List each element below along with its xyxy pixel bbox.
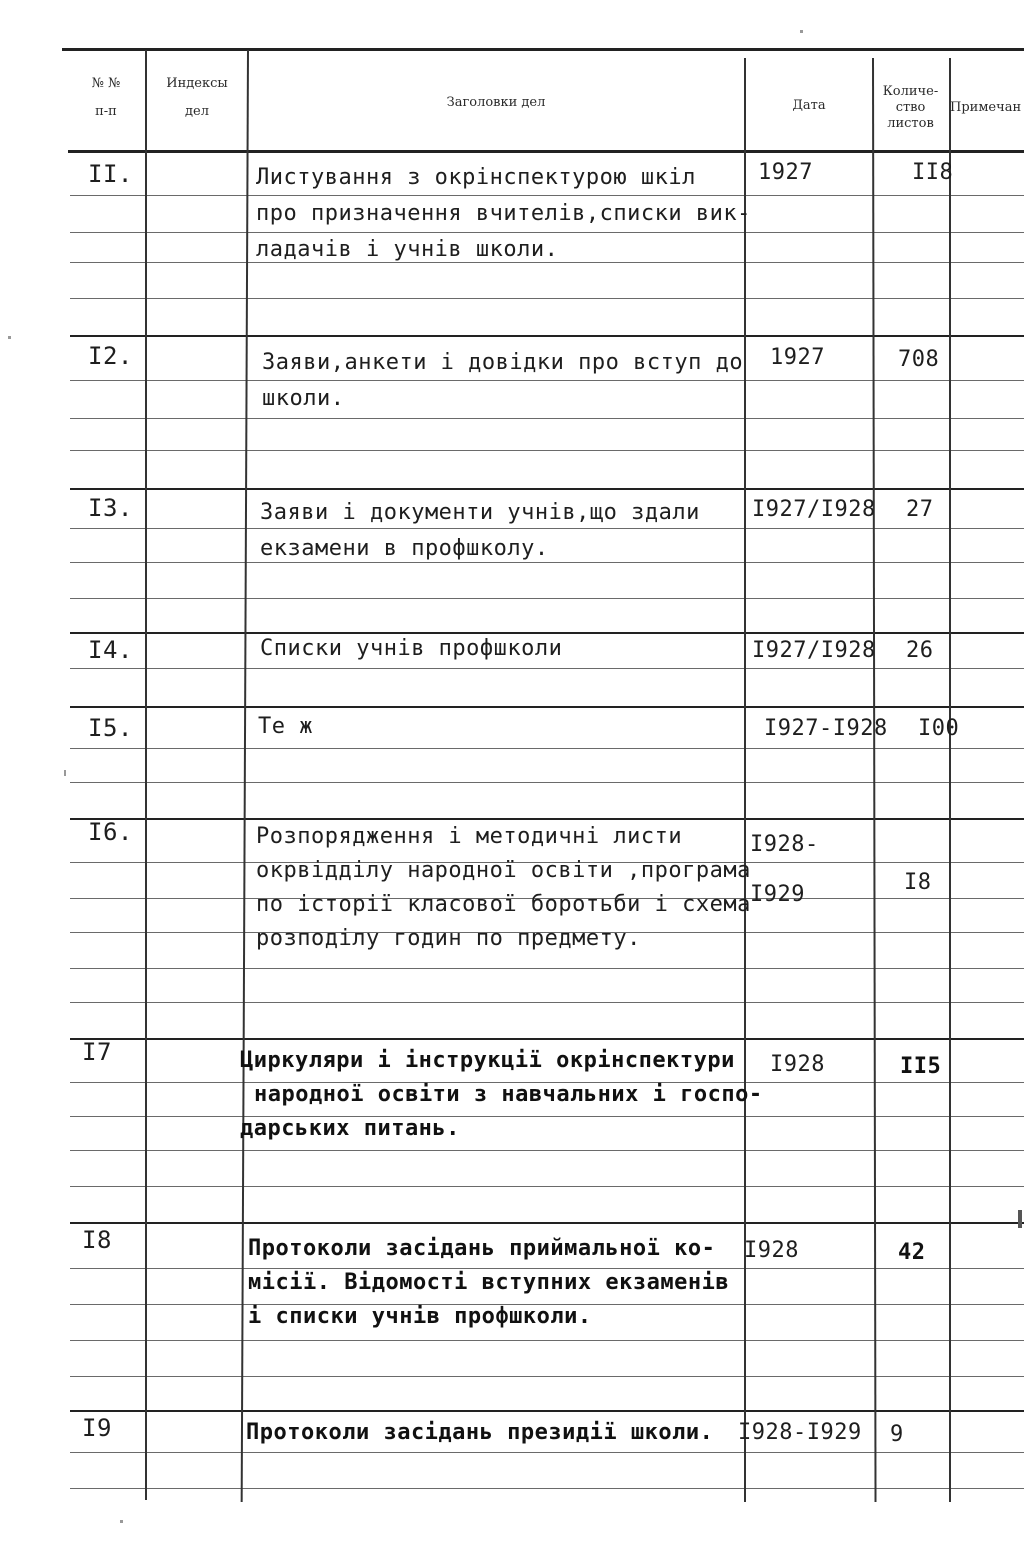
ruled-line [70, 1150, 1024, 1151]
row-separator [70, 488, 1024, 490]
row-number: I8 [82, 1226, 112, 1254]
ruled-line [70, 782, 1024, 783]
ruled-line [70, 1376, 1024, 1377]
row-count: 27 [906, 497, 934, 522]
ruled-line [70, 1452, 1024, 1453]
ruled-line [70, 1002, 1024, 1003]
top-rule [62, 48, 1024, 51]
ruled-line [70, 450, 1024, 451]
row-date: I928 [744, 1238, 799, 1263]
row-title: Циркуляри і інструкції окрінспектури народної освіти з навчальних і госпо- дарських питань. [240, 1048, 763, 1141]
row-count: II5 [900, 1054, 942, 1079]
row-title: Розпорядження і методичні листи окрвідділу народної освіти ,програма по історії класової боротьби і схема розподілу годин по предмету. [256, 824, 751, 951]
row-number: I2. [88, 342, 133, 370]
row-title: Списки учнів профшколи [260, 636, 563, 661]
row-separator [70, 632, 1024, 634]
row-count: I00 [918, 716, 960, 741]
row-count: II8 [912, 160, 954, 185]
header-bottom-rule [68, 150, 1024, 153]
row-number: I5. [88, 714, 133, 742]
scan-speck [120, 1520, 123, 1523]
row-date: I927-I928 [764, 716, 888, 741]
row-date: I927/I928 [752, 497, 876, 522]
column-rule-count [949, 58, 951, 1502]
row-number: II. [88, 160, 133, 188]
row-number: I7 [82, 1038, 112, 1066]
row-date: I928- I929 [750, 832, 819, 907]
header-index: Индексы дел [166, 76, 228, 119]
ruled-line [70, 1340, 1024, 1341]
scan-speck [8, 336, 11, 339]
row-count: 42 [898, 1240, 926, 1265]
ruled-line [70, 1186, 1024, 1187]
row-number: I6. [88, 818, 133, 846]
column-rule-date [872, 58, 877, 1502]
row-title: Протоколи засідань приймальної ко- місії. Відомості вступних екзаменів і списки учнів профшколи. [248, 1236, 730, 1329]
row-date: I928-I929 [738, 1420, 862, 1445]
ruled-line [70, 418, 1024, 419]
scan-speck [1018, 1210, 1022, 1228]
row-date: 1927 [758, 160, 813, 185]
row-count: 708 [898, 347, 940, 372]
row-number: I4. [88, 636, 133, 664]
row-separator [70, 335, 1024, 337]
row-date: I927/I928 [752, 638, 876, 663]
row-separator [70, 1410, 1024, 1412]
header-titles: Заголовки дел [446, 95, 546, 110]
header-count: Количе- ство листов [882, 84, 939, 131]
header-number: № № п-п [91, 76, 121, 119]
column-rule-title [744, 58, 746, 1502]
row-separator [70, 1038, 1024, 1040]
ruled-line [70, 1488, 1024, 1489]
header-notes: Примечан [950, 100, 1022, 115]
row-title: Заяви,анкети і довідки про вступ до школи. [262, 350, 744, 411]
ruled-line [70, 668, 1024, 669]
row-title: Заяви і документи учнів,що здали екзамени в профшколу. [260, 500, 700, 561]
ruled-line [70, 298, 1024, 299]
row-number: I9 [82, 1414, 112, 1442]
header-date: Дата [792, 98, 826, 113]
row-number: I3. [88, 494, 133, 522]
ruled-line [70, 598, 1024, 599]
scan-speck [800, 30, 803, 33]
row-title: Листування з окрінспектурою шкіл про призначення вчителів,списки вик- ладачів і учнів школи. [256, 165, 751, 262]
column-rule-num [145, 50, 147, 1500]
row-date: I928 [770, 1052, 825, 1077]
row-count: 9 [890, 1422, 904, 1447]
row-separator [70, 1222, 1024, 1224]
row-count: I8 [904, 870, 932, 895]
row-count: 26 [906, 638, 934, 663]
row-date: 1927 [770, 345, 825, 370]
ruled-line [70, 748, 1024, 749]
ruled-line [70, 968, 1024, 969]
row-title: Те ж [258, 714, 313, 739]
row-separator [70, 706, 1024, 708]
row-title: Протоколи засідань президії школи. [246, 1420, 714, 1445]
scan-speck [64, 770, 66, 776]
